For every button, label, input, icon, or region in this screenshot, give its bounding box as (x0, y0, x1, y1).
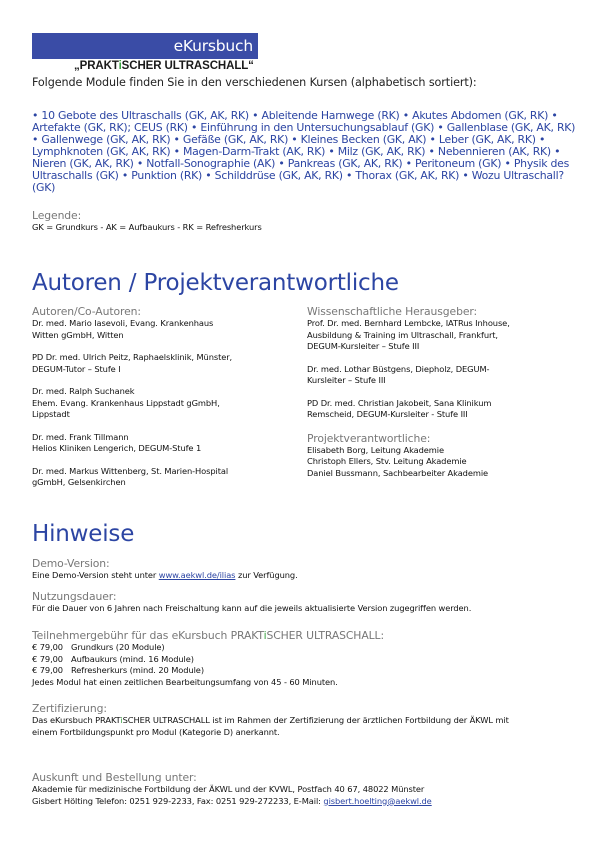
fee-row (32, 654, 577, 666)
module-item: • Einführung in den Untersuchungsablauf (GK) (191, 121, 435, 134)
fee-label-part: Teilnehmergebühr für das eKursbuch PRAKT (32, 629, 264, 642)
module-item: • Lymphknoten (GK, AK, RK) (32, 133, 546, 158)
cert-part: SCHER ULTRASCHALL ist im Rahmen der Zertifizierung der ärztlichen Fortbildung der ÄKWL mit (122, 715, 509, 725)
fee-row (32, 665, 577, 677)
fee-price: € 79,00 (32, 665, 63, 675)
module-item: • Kleines Becken (GK, AK) (291, 133, 427, 146)
co-authors-label: Autoren/Co-Autoren: (32, 305, 141, 318)
subtitle-green-i: i (118, 60, 122, 72)
module-item: • Gefäße (GK, AK, RK) (173, 133, 289, 146)
person-entry (307, 364, 577, 387)
person-line: Dr. med. Ralph Suchanek (32, 386, 135, 396)
fee-course: Refresherkurs (mind. 20 Module) (71, 665, 204, 675)
fee-row (32, 642, 577, 654)
module-item: • Leber (GK, AK, RK) (429, 133, 536, 146)
module-item: • Gallenblase (GK, AK, RK) (437, 121, 576, 134)
project-label: Projektverantwortliche: (307, 431, 431, 445)
editors-list (307, 318, 577, 421)
module-item: • Peritoneum (GK) (405, 157, 502, 170)
contact-phone: Gisbert Hölting Telefon: 0251 929-2233, Fax: 0251 929-272233, E-Mail: (32, 795, 324, 806)
person-line: Witten gGmbH, Witten (32, 329, 124, 340)
module-item: • Pankreas (GK, AK, RK) (278, 157, 403, 170)
duration-text: Für die Dauer von 6 Jahren nach Freischaltung kann auf die jeweils aktualisierte Version zugegriffen werden. (32, 603, 472, 613)
duration-label: Nutzungsdauer: (32, 590, 117, 603)
legend (32, 209, 262, 234)
contact-phone-email (32, 796, 577, 808)
demo-text (32, 570, 577, 582)
module-item: • Punktion (RK) (121, 169, 203, 182)
certification-line-2: einem Fortbildungspunkt pro Modul (Kategorie D) anerkannt. (32, 726, 280, 737)
fee-section (32, 629, 577, 688)
person-line: Ehem. Evang. Krankenhaus Lippstadt gGmbH, (32, 397, 220, 408)
module-item: • Artefakte (GK, RK); CEUS (RK) (32, 109, 558, 134)
certification-section (32, 702, 577, 738)
certification-line-1 (32, 715, 577, 727)
modules-intro: Folgende Module finden Sie in den verschiedenen Kursen (alphabetisch sortiert): (32, 76, 477, 89)
module-item: • Nebennieren (AK, RK) (428, 145, 551, 158)
demo-text-post: zur Verfügung. (235, 570, 298, 580)
banner-title: eKursbuch (173, 37, 253, 55)
demo-text-pre: Eine Demo-Version steht unter (32, 570, 159, 580)
person-line: Lippstadt (32, 409, 70, 419)
project-person: Daniel Bussmann, Sachbearbeiter Akademie (307, 467, 489, 478)
contact-label: Auskunft und Bestellung unter: (32, 771, 197, 784)
certification-label: Zertifizierung: (32, 702, 107, 715)
editors-column (307, 305, 577, 479)
ekursbuch-banner (32, 33, 258, 59)
module-item: • Ableitende Harnwege (RK) (252, 109, 400, 122)
fee-course: Grundkurs (20 Module) (71, 642, 165, 652)
person-line: Helios Kliniken Lengerich, DEGUM-Stufe 1 (32, 443, 202, 453)
fee-price: € 79,00 (32, 653, 63, 664)
duration-section (32, 590, 577, 615)
person-line: Prof. Dr. med. Bernhard Lembcke, IATRus Inhouse, (307, 318, 510, 328)
legend-label: Legende: (32, 209, 82, 222)
fee-price: € 79,00 (32, 642, 63, 652)
person-line: Dr. med. Lothar Büstgens, Diepholz, DEGUM- (307, 363, 490, 374)
co-authors-column (32, 305, 302, 500)
course-subtitle (74, 60, 254, 72)
demo-link[interactable]: www.aekwl.de/ilias (158, 570, 236, 580)
person-entry (32, 466, 302, 489)
fee-list (32, 642, 577, 677)
module-item: • 10 Gebote des Ultraschalls (GK, AK, RK) (32, 109, 249, 122)
module-item: • Gallenwege (GK, AK, RK) (32, 133, 171, 146)
module-item: • Schilddrüse (GK, AK, RK) (205, 169, 343, 182)
authors-heading: Autoren / Projektverantwortliche (32, 270, 399, 296)
person-line: Ausbildung & Training im Ultraschall, Frankfurt, (307, 329, 498, 340)
module-item: • Nieren (GK, AK, RK) (32, 145, 561, 170)
contact-email-link[interactable]: gisbert.hoelting@aekwl.de (323, 795, 432, 806)
person-line: Remscheid, DEGUM-Kursleiter - Stufe III (307, 409, 468, 419)
fee-note: Jedes Modul hat einen zeitlichen Bearbeitungsumfang von 45 - 60 Minuten. (32, 676, 338, 687)
hinweise-heading: Hinweise (32, 521, 135, 547)
person-line: Dr. med. Mario Iasevoli, Evang. Krankenhaus (32, 318, 214, 328)
person-entry (32, 318, 302, 341)
person-line: DEGUM-Kursleiter – Stufe III (307, 341, 420, 351)
co-authors-list (32, 318, 302, 489)
module-list (32, 110, 577, 194)
project-person: Christoph Ellers, Stv. Leitung Akademie (307, 456, 467, 466)
person-entry (32, 352, 302, 375)
cert-part: Das eKursbuch PRAKT (32, 715, 121, 725)
person-line: PD Dr. med. Christian Jakobeit, Sana Klinikum (307, 397, 492, 408)
fee-course: Aufbaukurs (mind. 16 Module) (71, 653, 194, 664)
module-item: • Akutes Abdomen (GK, RK) (402, 109, 549, 122)
demo-label: Demo-Version: (32, 557, 110, 570)
module-item: • Magen-Darm-Trakt (AK, RK) (173, 145, 326, 158)
fee-label-part: SCHER ULTRASCHALL: (266, 629, 384, 642)
subtitle-part: „PRAKT (74, 60, 119, 72)
editors-label: Wissenschaftliche Herausgeber: (307, 305, 478, 318)
person-entry (307, 398, 577, 421)
subtitle-part: SCHER ULTRASCHALL“ (121, 60, 254, 72)
person-line: DEGUM-Tutor – Stufe I (32, 363, 121, 374)
person-entry (32, 432, 302, 455)
legend-text: GK = Grundkurs - AK = Aufbaukurs - RK = Refresherkurs (32, 222, 262, 232)
person-line: Dr. med. Frank Tillmann (32, 431, 129, 442)
demo-section (32, 557, 577, 582)
module-item: • Physik des Ultraschalls (GK) (32, 157, 570, 182)
contact-address: Akademie für medizinische Fortbildung der ÄKWL und der KVWL, Postfach 40 67, 48022 Münster (32, 784, 425, 794)
person-entry (32, 386, 302, 421)
module-item: • Thorax (GK, AK, RK) (346, 169, 460, 182)
project-list (307, 445, 577, 480)
person-line: Kursleiter – Stufe III (307, 375, 386, 385)
cert-green-i: i (120, 715, 123, 725)
fee-label (32, 629, 577, 642)
person-line: PD Dr. med. Ulrich Peitz, Raphaelsklinik, Münster, (32, 352, 233, 362)
person-line: gGmbH, Gelsenkirchen (32, 477, 126, 487)
fee-label-green-i: i (263, 629, 267, 642)
person-entry (307, 318, 577, 353)
module-item: • Notfall-Sonographie (AK) (136, 157, 276, 170)
person-line: Dr. med. Markus Wittenberg, St. Marien-Hospital (32, 465, 229, 476)
project-person: Elisabeth Borg, Leitung Akademie (307, 444, 444, 455)
module-item: • Wozu Ultraschall? (GK) (32, 169, 564, 194)
module-item: • Milz (GK, AK, RK) (328, 145, 426, 158)
contact-section (32, 771, 577, 807)
